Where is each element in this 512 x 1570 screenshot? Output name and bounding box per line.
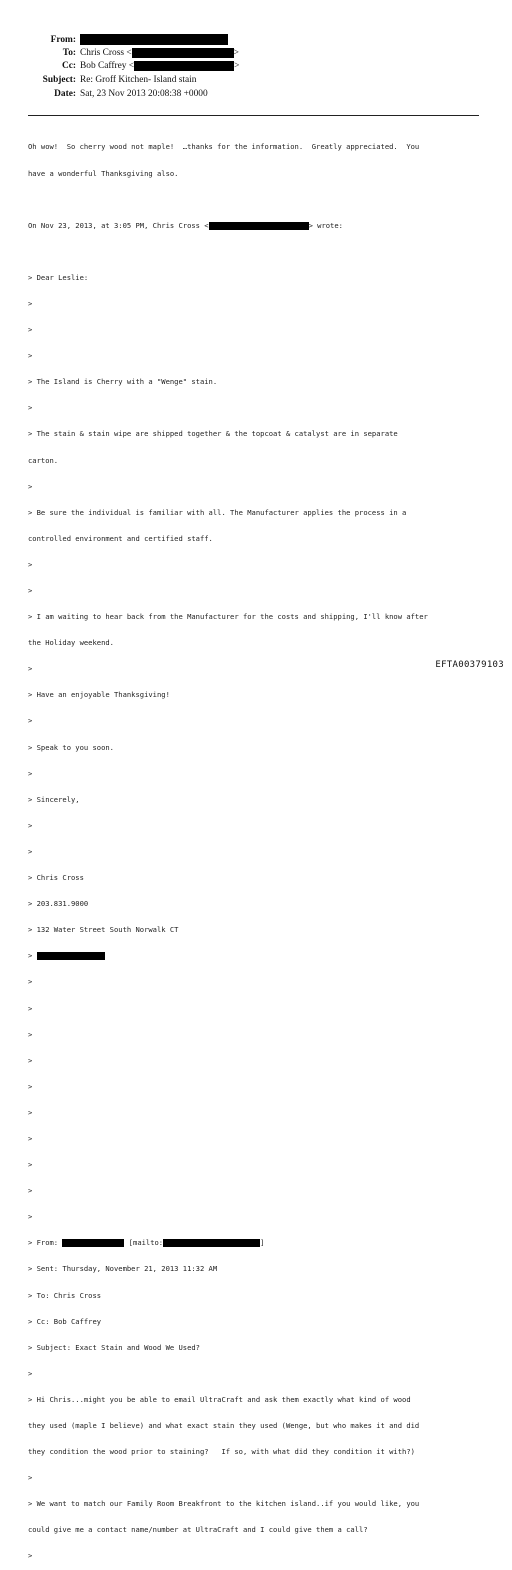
redaction-bar [132,48,234,58]
header-subject-row [0,74,512,86]
quoted-line: > 203.831.9000 [28,899,89,909]
message-body [28,126,480,1570]
quoted-line: > [28,1212,33,1222]
quoted-line: > I am waiting to hear back from the Manufacturer for the costs and shipping, I'll know after [28,612,428,622]
quoted-line: > [28,481,33,491]
quoted-line: > [28,298,33,308]
bates-number: EFTA00379103 [435,660,504,670]
quoted-line: > [28,1133,33,1143]
header-from-row [0,34,512,46]
quoted-line: could give me a contact name/number at UltraCraft and I could give them a call? [28,1525,368,1535]
header-divider [28,115,479,116]
quoted-line: > [28,1107,33,1117]
quoted-line: > [28,559,33,569]
quoted-line: > [28,768,33,778]
redaction-bar [37,952,105,960]
quoted-line: > Subject: Exact Stain and Wood We Used? [28,1342,200,1352]
body-line [28,196,480,205]
quoted-line: > Sent: Thursday, November 21, 2013 11:32 AM [28,1264,218,1274]
subject-label: Subject: [42,75,76,85]
quoted-line: > [28,820,33,830]
quoted-line: > [28,1003,33,1013]
from-label: From: [50,35,76,45]
quoted-line: they condition the wood prior to staining? If so, with what did they condition it with?) [28,1447,415,1457]
quoted-line: > The Island is Cherry with a "Wenge" stain. [28,377,218,387]
quoted-line: > [28,586,33,595]
quoted-line: > Hi Chris...might you be able to email UltraCraft and ask them exactly what kind of wood [28,1394,411,1404]
cc-value: Bob Caffrey < > [80,61,240,71]
redaction-bar [134,61,234,71]
quoted-line: > Sincerely, [28,794,80,804]
quoted-line: > [28,325,33,335]
quoted-line: > [28,403,33,413]
quoted-line: > [28,1186,33,1196]
quoted-line: > Have an enjoyable Thanksgiving! [28,690,170,700]
body-line: Oh wow! So cherry wood not maple! …thanks for the information. Greatly appreciated. You [28,142,420,152]
cc-label: Cc: [61,61,76,71]
quoted-line: > 132 Water Street South Norwalk CT [28,925,179,935]
subject-value: Re: Groff Kitchen- Island stain [80,75,197,85]
quoted-line: > Be sure the individual is familiar with all. The Manufacturer applies the process in a [28,507,407,517]
body-line [28,248,480,257]
quote-attribution: On Nov 23, 2013, at 3:05 PM, Chris Cross < > wrote: [28,220,343,230]
quoted-line: > [28,1160,33,1170]
date-label: Date: [54,89,76,99]
quoted-line: > Chris Cross [28,873,84,883]
header-date-row [0,88,512,100]
quoted-line: > The stain & stain wipe are shipped together & the topcoat & catalyst are in separate [28,429,398,439]
quoted-line: > [28,664,33,674]
from-value [80,34,228,46]
quoted-line: > [28,1368,33,1378]
quoted-line: > [28,716,33,726]
redaction-bar [209,222,309,230]
quoted-line: > [28,1029,33,1039]
quoted-line: > [28,1551,33,1561]
quoted-line: > [28,1081,33,1091]
quoted-line: controlled environment and certified staff. [28,533,213,543]
quoted-line: the Holiday weekend. [28,638,114,648]
header-to-row [0,47,512,59]
quoted-line: > [28,952,480,961]
quoted-line: they used (maple I believe) and what exact stain they used (Wenge, but who makes it and did [28,1421,420,1430]
quoted-line: > [28,846,33,856]
redaction-bar [62,1239,124,1247]
quoted-line: > Cc: Bob Caffrey [28,1316,102,1326]
quoted-line: > To: Chris Cross [28,1290,102,1300]
quoted-line: > [28,977,33,987]
quoted-line: carton. [28,455,59,465]
header-cc-row [0,60,512,72]
quoted-line: > From: [mailto: ] [28,1238,265,1248]
quoted-line: > [28,1473,33,1483]
quoted-line: > [28,1055,33,1065]
to-value: Chris Cross < > [80,48,239,58]
redaction-bar [80,34,228,45]
quoted-line: > Speak to you soon. [28,742,114,752]
quoted-line: > [28,351,33,361]
redaction-bar [163,1239,260,1247]
quoted-line: > Dear Leslie: [28,272,89,282]
quoted-line: > We want to match our Family Room Breakfront to the kitchen island..if you would like, you [28,1499,420,1509]
date-value: Sat, 23 Nov 2013 20:08:38 +0000 [80,89,208,99]
to-label: To: [62,48,76,58]
body-line: have a wonderful Thanksgiving also. [28,168,179,178]
